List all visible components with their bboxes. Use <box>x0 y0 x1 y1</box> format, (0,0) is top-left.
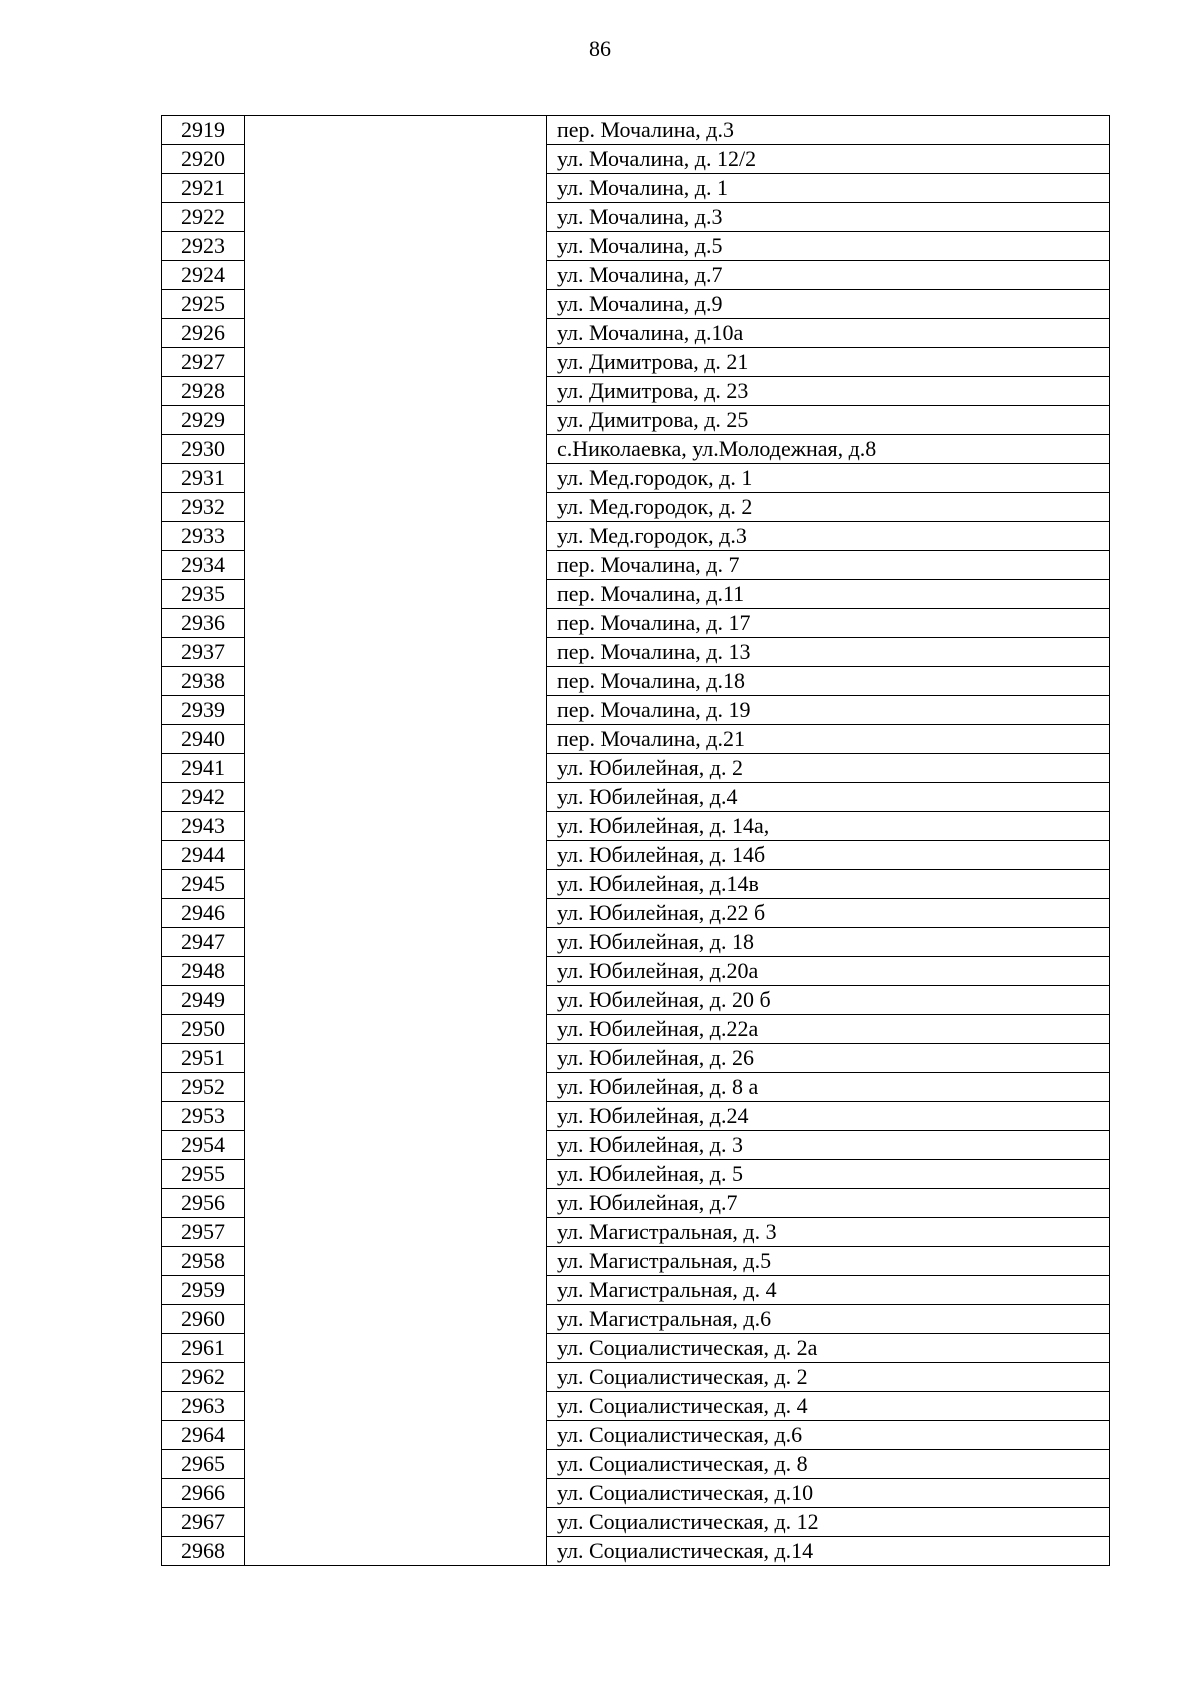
table-row <box>162 1450 1110 1479</box>
table-row <box>162 203 1110 232</box>
address-cell: ул. Социалистическая, д. 2а <box>547 1334 1110 1363</box>
table-row <box>162 435 1110 464</box>
address-cell: ул. Димитрова, д. 25 <box>547 406 1110 435</box>
address-cell: ул. Юбилейная, д. 14б <box>547 841 1110 870</box>
address-cell: ул. Социалистическая, д. 4 <box>547 1392 1110 1421</box>
empty-cell <box>245 1334 547 1363</box>
address-cell: ул. Мочалина, д. 1 <box>547 174 1110 203</box>
empty-cell <box>245 261 547 290</box>
empty-cell <box>245 638 547 667</box>
table-row <box>162 1044 1110 1073</box>
empty-cell <box>245 232 547 261</box>
empty-cell <box>245 174 547 203</box>
row-number-cell: 2938 <box>162 667 245 696</box>
row-number-cell: 2967 <box>162 1508 245 1537</box>
empty-cell <box>245 1421 547 1450</box>
table-row <box>162 377 1110 406</box>
empty-cell <box>245 1276 547 1305</box>
address-cell: ул. Мед.городок, д.3 <box>547 522 1110 551</box>
empty-cell <box>245 290 547 319</box>
table-row <box>162 319 1110 348</box>
address-cell: ул. Юбилейная, д. 3 <box>547 1131 1110 1160</box>
address-cell: ул. Юбилейная, д.14в <box>547 870 1110 899</box>
empty-cell <box>245 435 547 464</box>
table-row <box>162 1218 1110 1247</box>
empty-cell <box>245 1015 547 1044</box>
table-row <box>162 1305 1110 1334</box>
address-cell: ул. Юбилейная, д.24 <box>547 1102 1110 1131</box>
empty-cell <box>245 1305 547 1334</box>
row-number-cell: 2956 <box>162 1189 245 1218</box>
row-number-cell: 2921 <box>162 174 245 203</box>
table-row <box>162 1479 1110 1508</box>
table-row <box>162 1392 1110 1421</box>
empty-cell <box>245 1218 547 1247</box>
empty-cell <box>245 725 547 754</box>
empty-cell <box>245 522 547 551</box>
row-number-cell: 2968 <box>162 1537 245 1566</box>
empty-cell <box>245 1073 547 1102</box>
table-row <box>162 406 1110 435</box>
row-number-cell: 2927 <box>162 348 245 377</box>
row-number-cell: 2929 <box>162 406 245 435</box>
address-table-body <box>162 116 1110 1566</box>
table-row <box>162 609 1110 638</box>
address-cell: ул. Социалистическая, д.10 <box>547 1479 1110 1508</box>
address-cell: ул. Мочалина, д.9 <box>547 290 1110 319</box>
address-cell: пер. Мочалина, д.3 <box>547 116 1110 145</box>
address-cell: ул. Юбилейная, д. 8 а <box>547 1073 1110 1102</box>
table-row <box>162 725 1110 754</box>
empty-cell <box>245 928 547 957</box>
table-row <box>162 667 1110 696</box>
row-number-cell: 2931 <box>162 464 245 493</box>
row-number-cell: 2951 <box>162 1044 245 1073</box>
address-cell: ул. Юбилейная, д. 14а, <box>547 812 1110 841</box>
row-number-cell: 2959 <box>162 1276 245 1305</box>
address-cell: ул. Юбилейная, д.20а <box>547 957 1110 986</box>
row-number-cell: 2961 <box>162 1334 245 1363</box>
row-number-cell: 2955 <box>162 1160 245 1189</box>
empty-cell <box>245 957 547 986</box>
empty-cell <box>245 1537 547 1566</box>
address-cell: ул. Юбилейная, д.22а <box>547 1015 1110 1044</box>
address-cell: ул. Юбилейная, д.7 <box>547 1189 1110 1218</box>
empty-cell <box>245 667 547 696</box>
address-cell: ул. Димитрова, д. 23 <box>547 377 1110 406</box>
row-number-cell: 2930 <box>162 435 245 464</box>
address-cell: ул. Социалистическая, д.6 <box>547 1421 1110 1450</box>
empty-cell <box>245 870 547 899</box>
address-cell: пер. Мочалина, д. 17 <box>547 609 1110 638</box>
table-row <box>162 1508 1110 1537</box>
table-row <box>162 551 1110 580</box>
address-cell: ул. Юбилейная, д.22 б <box>547 899 1110 928</box>
address-cell: пер. Мочалина, д.18 <box>547 667 1110 696</box>
address-cell: пер. Мочалина, д.11 <box>547 580 1110 609</box>
row-number-cell: 2926 <box>162 319 245 348</box>
table-row <box>162 290 1110 319</box>
address-cell: ул. Юбилейная, д. 20 б <box>547 986 1110 1015</box>
row-number-cell: 2950 <box>162 1015 245 1044</box>
empty-cell <box>245 841 547 870</box>
row-number-cell: 2958 <box>162 1247 245 1276</box>
empty-cell <box>245 1247 547 1276</box>
address-cell: ул. Мед.городок, д. 2 <box>547 493 1110 522</box>
table-row <box>162 1131 1110 1160</box>
address-cell: пер. Мочалина, д. 7 <box>547 551 1110 580</box>
table-row <box>162 522 1110 551</box>
address-cell: ул. Мочалина, д.10а <box>547 319 1110 348</box>
address-cell: ул. Мочалина, д.7 <box>547 261 1110 290</box>
empty-cell <box>245 1450 547 1479</box>
row-number-cell: 2962 <box>162 1363 245 1392</box>
row-number-cell: 2939 <box>162 696 245 725</box>
page-number: 86 <box>589 36 611 61</box>
address-cell: ул. Социалистическая, д. 8 <box>547 1450 1110 1479</box>
row-number-cell: 2960 <box>162 1305 245 1334</box>
empty-cell <box>245 348 547 377</box>
table-row <box>162 145 1110 174</box>
address-cell: ул. Юбилейная, д. 2 <box>547 754 1110 783</box>
table-row <box>162 1276 1110 1305</box>
table-row <box>162 696 1110 725</box>
row-number-cell: 2935 <box>162 580 245 609</box>
row-number-cell: 2949 <box>162 986 245 1015</box>
table-row <box>162 464 1110 493</box>
address-cell: ул. Мочалина, д.3 <box>547 203 1110 232</box>
row-number-cell: 2941 <box>162 754 245 783</box>
table-row <box>162 754 1110 783</box>
table-row <box>162 174 1110 203</box>
row-number-cell: 2920 <box>162 145 245 174</box>
row-number-cell: 2954 <box>162 1131 245 1160</box>
table-row <box>162 899 1110 928</box>
row-number-cell: 2922 <box>162 203 245 232</box>
address-cell: ул. Мед.городок, д. 1 <box>547 464 1110 493</box>
row-number-cell: 2934 <box>162 551 245 580</box>
empty-cell <box>245 1102 547 1131</box>
empty-cell <box>245 1189 547 1218</box>
table-row <box>162 493 1110 522</box>
row-number-cell: 2957 <box>162 1218 245 1247</box>
address-cell: ул. Магистральная, д.6 <box>547 1305 1110 1334</box>
table-row <box>162 1334 1110 1363</box>
address-cell: ул. Магистральная, д.5 <box>547 1247 1110 1276</box>
table-row <box>162 1102 1110 1131</box>
row-number-cell: 2948 <box>162 957 245 986</box>
empty-cell <box>245 464 547 493</box>
row-number-cell: 2964 <box>162 1421 245 1450</box>
table-row <box>162 870 1110 899</box>
empty-cell <box>245 580 547 609</box>
address-cell: ул. Юбилейная, д. 18 <box>547 928 1110 957</box>
empty-cell <box>245 145 547 174</box>
row-number-cell: 2943 <box>162 812 245 841</box>
table-row <box>162 1247 1110 1276</box>
row-number-cell: 2928 <box>162 377 245 406</box>
row-number-cell: 2944 <box>162 841 245 870</box>
table-row <box>162 1421 1110 1450</box>
table-row <box>162 812 1110 841</box>
empty-cell <box>245 1363 547 1392</box>
row-number-cell: 2953 <box>162 1102 245 1131</box>
empty-cell <box>245 1044 547 1073</box>
address-cell: ул. Магистральная, д. 4 <box>547 1276 1110 1305</box>
address-cell: ул. Социалистическая, д. 12 <box>547 1508 1110 1537</box>
empty-cell <box>245 493 547 522</box>
empty-cell <box>245 551 547 580</box>
address-cell: ул. Мочалина, д. 12/2 <box>547 145 1110 174</box>
empty-cell <box>245 1508 547 1537</box>
empty-cell <box>245 1131 547 1160</box>
row-number-cell: 2936 <box>162 609 245 638</box>
empty-cell <box>245 319 547 348</box>
row-number-cell: 2966 <box>162 1479 245 1508</box>
empty-cell <box>245 696 547 725</box>
empty-cell <box>245 1392 547 1421</box>
address-cell: ул. Юбилейная, д. 5 <box>547 1160 1110 1189</box>
table-row <box>162 783 1110 812</box>
table-row <box>162 986 1110 1015</box>
empty-cell <box>245 783 547 812</box>
table-row <box>162 1363 1110 1392</box>
address-cell: ул. Юбилейная, д. 26 <box>547 1044 1110 1073</box>
empty-cell <box>245 812 547 841</box>
address-cell: с.Николаевка, ул.Молодежная, д.8 <box>547 435 1110 464</box>
table-row <box>162 928 1110 957</box>
empty-cell <box>245 116 547 145</box>
empty-cell <box>245 754 547 783</box>
address-cell: пер. Мочалина, д. 13 <box>547 638 1110 667</box>
table-row <box>162 841 1110 870</box>
address-cell: ул. Магистральная, д. 3 <box>547 1218 1110 1247</box>
table-row <box>162 1073 1110 1102</box>
empty-cell <box>245 899 547 928</box>
address-cell: ул. Юбилейная, д.4 <box>547 783 1110 812</box>
table-row <box>162 1189 1110 1218</box>
empty-cell <box>245 609 547 638</box>
address-cell: ул. Димитрова, д. 21 <box>547 348 1110 377</box>
table-row <box>162 116 1110 145</box>
address-cell: ул. Социалистическая, д. 2 <box>547 1363 1110 1392</box>
row-number-cell: 2932 <box>162 493 245 522</box>
table-row <box>162 1015 1110 1044</box>
address-cell: ул. Социалистическая, д.14 <box>547 1537 1110 1566</box>
empty-cell <box>245 203 547 232</box>
empty-cell <box>245 377 547 406</box>
empty-cell <box>245 406 547 435</box>
empty-cell <box>245 986 547 1015</box>
table-row <box>162 232 1110 261</box>
row-number-cell: 2925 <box>162 290 245 319</box>
table-row <box>162 348 1110 377</box>
row-number-cell: 2924 <box>162 261 245 290</box>
address-cell: ул. Мочалина, д.5 <box>547 232 1110 261</box>
row-number-cell: 2945 <box>162 870 245 899</box>
table-row <box>162 261 1110 290</box>
empty-cell <box>245 1160 547 1189</box>
row-number-cell: 2942 <box>162 783 245 812</box>
address-table <box>161 115 1110 1566</box>
row-number-cell: 2919 <box>162 116 245 145</box>
row-number-cell: 2952 <box>162 1073 245 1102</box>
row-number-cell: 2963 <box>162 1392 245 1421</box>
table-row <box>162 1537 1110 1566</box>
row-number-cell: 2940 <box>162 725 245 754</box>
address-cell: пер. Мочалина, д. 19 <box>547 696 1110 725</box>
row-number-cell: 2946 <box>162 899 245 928</box>
row-number-cell: 2933 <box>162 522 245 551</box>
row-number-cell: 2923 <box>162 232 245 261</box>
row-number-cell: 2947 <box>162 928 245 957</box>
row-number-cell: 2937 <box>162 638 245 667</box>
empty-cell <box>245 1479 547 1508</box>
table-row <box>162 957 1110 986</box>
table-row <box>162 638 1110 667</box>
row-number-cell: 2965 <box>162 1450 245 1479</box>
table-row <box>162 1160 1110 1189</box>
table-row <box>162 580 1110 609</box>
address-cell: пер. Мочалина, д.21 <box>547 725 1110 754</box>
